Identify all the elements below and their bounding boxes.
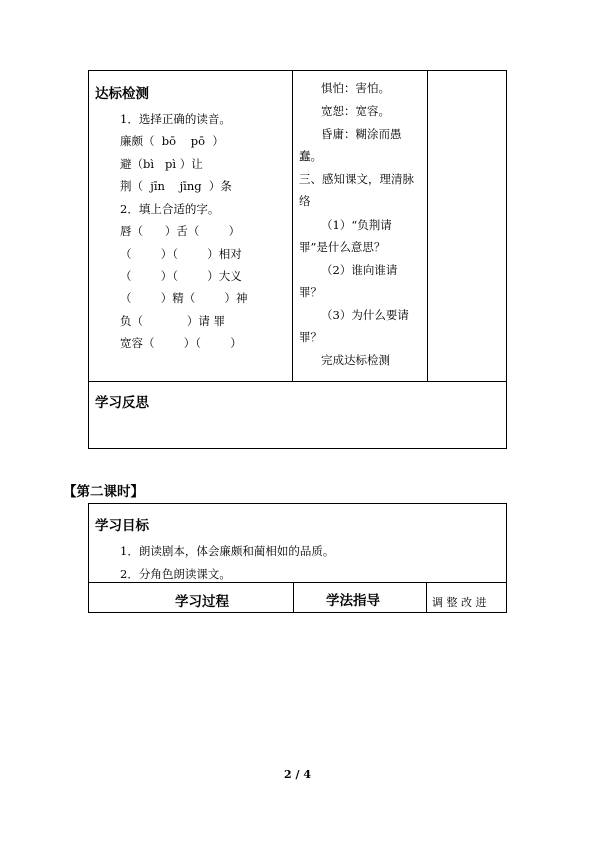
col-header-process: 学习过程 xyxy=(175,594,229,610)
mid-line: （2）谁向谁请 xyxy=(321,263,398,277)
goal-item: 2．分角色朗读课文。 xyxy=(120,567,231,581)
mid-line: （3）为什么要请 xyxy=(321,308,409,322)
left-line: 1．选择正确的读音。 xyxy=(120,112,231,126)
mid-line: 昏庸：糊涂而愚 xyxy=(321,127,402,141)
content-row xyxy=(89,71,506,382)
mid-line: （1）“负荆请 xyxy=(321,218,392,232)
mid-line: 宽恕：宽容。 xyxy=(321,104,390,118)
process-column xyxy=(89,71,293,381)
column-divider xyxy=(293,582,294,613)
goal-item: 1．朗读剧本，体会廉颇和蔺相如的品质。 xyxy=(120,544,335,558)
mid-line: 完成达标检测 xyxy=(321,353,390,367)
left-line: 2．填上合适的字。 xyxy=(120,202,220,216)
left-line: 廉颇（ bō pō ） xyxy=(120,134,224,148)
left-line: （ ）精（ ）神 xyxy=(120,291,248,305)
mid-line: 三、感知课文，理清脉 xyxy=(299,172,414,186)
col-header-guide: 学法指导 xyxy=(326,593,380,609)
left-line: （ ）（ ）相对 xyxy=(120,247,242,261)
assessment-heading: 达标检测 xyxy=(95,86,149,102)
left-line: 宽容（ ）（ ） xyxy=(120,336,242,350)
goals-heading: 学习目标 xyxy=(95,518,149,534)
lesson-table-2 xyxy=(88,503,507,613)
mid-line: 罪？ xyxy=(299,285,322,299)
mid-line: 罪？ xyxy=(299,330,322,344)
lesson-table-1 xyxy=(88,70,507,449)
page-number: 2 / 4 xyxy=(284,768,311,781)
left-line: 唇（ ）舌（ ） xyxy=(120,224,241,238)
reflection-heading: 学习反思 xyxy=(95,395,149,411)
col-header-adjust: 调 整 改 进 xyxy=(432,596,487,609)
guidance-column xyxy=(293,71,428,381)
lesson2-title: 【第二课时】 xyxy=(63,484,144,500)
left-line: 负（ ）请 罪 xyxy=(120,314,226,328)
table-divider xyxy=(89,582,506,583)
mid-line: 蠢。 xyxy=(299,149,322,163)
mid-line: 络 xyxy=(299,194,311,208)
column-divider xyxy=(426,582,427,613)
left-line: （ ）（ ）大义 xyxy=(120,269,242,283)
mid-line: 罪”是什么意思？ xyxy=(299,240,386,254)
left-line: 荆（ jīn jīng ）条 xyxy=(120,179,232,193)
left-line: 避（bì pì ）让 xyxy=(120,157,203,171)
mid-line: 惧怕：害怕。 xyxy=(321,81,390,95)
